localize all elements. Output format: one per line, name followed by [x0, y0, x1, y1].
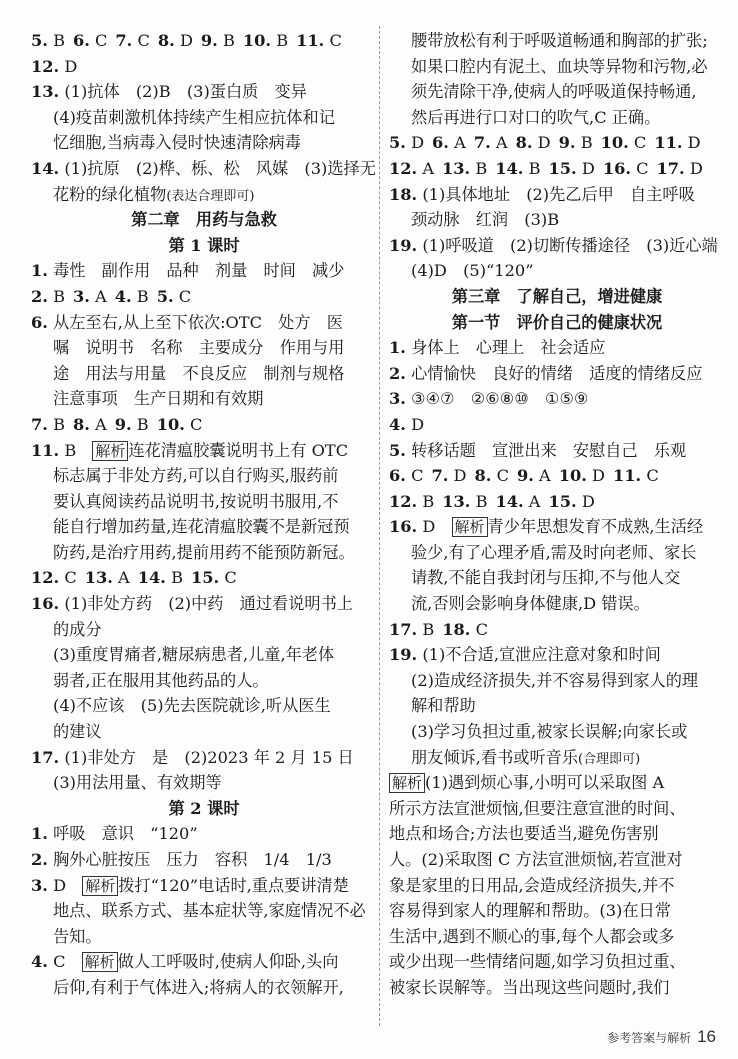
answer-text: (1)具体地址 (2)先乙后甲 自主呼吸: [422, 184, 695, 204]
analysis-text: 所示方法宣泄烦恼,但要注意宣泄的时间、: [389, 798, 686, 818]
continuation-line: [31, 668, 377, 694]
continuation-line: [31, 975, 377, 1001]
continuation-line: [31, 182, 377, 208]
section-heading: 第三章 了解自己，增进健康: [451, 286, 663, 306]
answer-text: 解和帮助: [411, 696, 476, 716]
question-number: 17.: [656, 158, 685, 178]
answer-text: 然后再进行口对口的吹气,C 正确。: [411, 107, 661, 127]
answer-text: (1)抗原 (2)桦、栎、松 风媒 (3)选择无: [64, 158, 376, 178]
question-number: 17.: [31, 747, 60, 767]
answer-line: [389, 642, 725, 668]
continuation-line: [31, 719, 377, 745]
question-number: 10.: [558, 466, 587, 486]
answer-value: D: [411, 133, 425, 153]
continuation-line: [31, 386, 377, 412]
answer-text: (1)不合适,宣泄应注意对象和时间: [422, 645, 661, 665]
analysis-text: 象是家里的日用品,会造成经济损失,并不: [389, 875, 675, 895]
question-number: 5.: [389, 440, 406, 460]
answer-row: [389, 617, 725, 643]
continuation-line: [389, 28, 725, 54]
continuation-line: [31, 335, 377, 361]
answer-line: [31, 156, 377, 182]
question-number: 8.: [157, 31, 175, 50]
continuation-line: [389, 79, 725, 105]
analysis-text: 容易得到家人的理解和帮助。(3)在日常: [389, 901, 671, 921]
analysis-line: [389, 898, 725, 924]
analysis-text: 连花清瘟胶囊说明书上有 OTC: [128, 440, 349, 460]
question-number: 12.: [31, 56, 60, 76]
answer-value: D: [453, 466, 467, 486]
question-number: 13.: [84, 568, 113, 588]
question-number: 6.: [432, 133, 449, 153]
question-number: 13.: [442, 158, 471, 178]
answer-text: 心情愉快 良好的情绪 适度的情绪反应: [411, 363, 703, 383]
question-number: 1.: [31, 261, 48, 281]
answer-text: (1)抗体 (2)B (3)蛋白质 变异: [64, 82, 307, 102]
continuation-line: [31, 617, 377, 643]
question-number: 10.: [242, 31, 272, 50]
answer-text: 注意事项 生产日期和有效期: [53, 389, 264, 409]
answer-text: ③④⑦ ②⑥⑧⑩ ①⑤⑨: [411, 389, 589, 409]
answer-value: C: [475, 619, 488, 639]
question-number: 19.: [389, 645, 418, 665]
answer-value: D: [64, 56, 78, 76]
question-number: 2.: [31, 286, 48, 306]
answer-text: 须先清除干净,使病人的呼吸道保持畅通,: [411, 82, 697, 102]
answer-text: 转移话题 宣泄出来 安慰自己 乐观: [411, 440, 687, 460]
section-heading: 第 1 课时: [168, 235, 240, 255]
analysis-tag: 解析: [82, 952, 118, 972]
analysis-line: [389, 873, 725, 899]
answer-value: A: [528, 491, 541, 511]
continuation-line: [31, 130, 377, 156]
answer-value: B: [528, 158, 541, 178]
answer-value: C: [178, 286, 192, 306]
continuation-line: [389, 207, 725, 233]
continuation-line: [31, 105, 377, 131]
analysis-tag: 解析: [389, 773, 425, 793]
answer-line: [31, 821, 377, 847]
answer-line: [31, 438, 377, 464]
column-divider: [379, 26, 380, 1026]
answer-row: [31, 54, 377, 80]
answer-value: A: [95, 286, 107, 306]
continuation-line: [389, 54, 725, 80]
answer-value: C: [636, 158, 649, 178]
answer-value: C: [633, 133, 647, 153]
answer-value: D: [581, 158, 595, 178]
question-number: 11.: [31, 440, 60, 460]
page-footer: [607, 1027, 716, 1047]
analysis-line: [389, 924, 725, 950]
answer-value: D: [689, 158, 703, 178]
answer-text: 如果口腔内有泥土、血块等异物和污物,必: [411, 56, 708, 76]
question-number: 5.: [31, 31, 48, 50]
left-column: [31, 28, 377, 1001]
footer-label: 参考答案与解析: [607, 1031, 692, 1045]
question-number: 7.: [431, 466, 449, 486]
answer-value: A: [454, 133, 466, 153]
question-number: 19.: [389, 235, 418, 255]
continuation-line: [31, 540, 377, 566]
answer-text: 忆细胞,当病毒入侵时快速清除病毒: [53, 133, 301, 153]
question-number: 16.: [602, 158, 631, 178]
continuation-line: [389, 745, 725, 771]
continuation-line: [389, 719, 725, 745]
question-number: 9.: [516, 466, 534, 486]
answer-text: (1)非处方药 (2)中药 通过看说明书上: [64, 594, 353, 614]
answer-line: [31, 310, 377, 336]
answer-text: D: [411, 414, 425, 434]
question-number: 18.: [389, 184, 418, 204]
answer-text: B: [64, 440, 77, 460]
answer-text: 呼吸 意识 “120”: [53, 824, 198, 844]
continuation-line: [31, 642, 377, 668]
question-number: 9.: [200, 31, 218, 50]
answer-value: C: [64, 568, 77, 588]
analysis-text: 人。(2)采取图 C 方法宣泄烦恼,若宣泄对: [389, 850, 683, 869]
question-number: 7.: [31, 414, 48, 434]
analysis-line: [389, 949, 725, 975]
continuation-line: [31, 770, 377, 796]
question-number: 11.: [654, 133, 683, 153]
section-heading: 第 2 课时: [168, 798, 240, 818]
answer-text: 告知。: [53, 926, 102, 946]
analysis-text: 地点和场合;方法也要适当,避免伤害别: [389, 824, 659, 844]
answer-value: B: [475, 158, 488, 178]
answer-line: [31, 745, 377, 771]
continuation-line: [31, 489, 377, 515]
answer-value: C: [95, 31, 108, 50]
analysis-text: 生活中,遇到不顺心的事,每个人都会或多: [389, 926, 675, 946]
answer-line: [31, 847, 377, 873]
question-number: 6.: [389, 466, 406, 486]
question-number: 4.: [389, 414, 406, 434]
answer-text: 身体上 心理上 社会适应: [411, 338, 606, 358]
answer-text: 标志属于非处方药,可以自行购买,服药前: [53, 466, 339, 486]
answer-value: C: [137, 31, 150, 50]
answer-row: [31, 284, 377, 310]
answer-value: B: [53, 31, 65, 50]
answer-value: A: [539, 466, 551, 486]
answer-text: D: [53, 875, 67, 895]
question-number: 8.: [515, 133, 533, 153]
answer-value: B: [53, 286, 65, 306]
question-number: 3.: [389, 389, 406, 409]
analysis-line: [389, 821, 725, 847]
question-number: 9.: [114, 414, 132, 434]
answer-text: 颈动脉 红润 (3)B: [411, 210, 560, 230]
answer-value: D: [179, 31, 193, 50]
continuation-line: [31, 693, 377, 719]
answer-row: [31, 412, 377, 438]
question-number: 17.: [389, 619, 418, 639]
question-number: 15.: [548, 491, 577, 511]
answer-value: C: [224, 568, 237, 588]
answer-value: B: [136, 286, 149, 306]
answer-row: [31, 565, 377, 591]
question-number: 5.: [156, 286, 174, 306]
question-number: 3.: [72, 286, 90, 306]
answer-value: A: [118, 568, 130, 588]
answer-value: B: [475, 491, 488, 511]
answer-row: [389, 130, 725, 156]
continuation-line: [389, 540, 725, 566]
question-number: 14.: [31, 158, 60, 178]
question-number: 12.: [31, 568, 60, 588]
analysis-text: 被家长误解等。当出现这些问题时,我们: [389, 977, 670, 997]
continuation-line: [389, 565, 725, 591]
answer-text: 腰带放松有利于呼吸道畅通和胸部的扩张;: [411, 31, 708, 50]
answer-text: (4)不应该 (5)先去医院就诊,听从医生: [53, 696, 331, 716]
answer-value: C: [646, 466, 659, 486]
question-number: 8.: [474, 466, 492, 486]
question-number: 14.: [495, 491, 524, 511]
question-number: 16.: [31, 594, 60, 614]
answer-text: C: [53, 952, 66, 972]
question-number: 11.: [613, 466, 642, 486]
analysis-text: 或少出现一些情绪问题,如学习负担过重、: [389, 952, 686, 972]
analysis-line: [389, 847, 725, 873]
question-number: 2.: [31, 850, 48, 869]
question-number: 14.: [495, 158, 524, 178]
question-number: 10.: [600, 133, 629, 153]
continuation-line: [31, 898, 377, 924]
answer-value: D: [592, 466, 606, 486]
answer-value: B: [136, 414, 149, 434]
answer-text: (3)重度胃痛者,糖尿病患者,儿童,年老体: [53, 645, 335, 665]
answer-text: 防药,是治疗用药,提前用药不能预防新冠。: [53, 542, 355, 562]
answer-text: 要认真阅读药品说明书,按说明书服用,不: [53, 491, 339, 511]
analysis-tag: 解析: [82, 876, 118, 896]
analysis-tag: 解析: [92, 441, 128, 461]
answer-note: (合理即可): [578, 751, 641, 767]
answer-text: (3)用法用量、有效期等: [53, 773, 222, 793]
question-number: 15.: [190, 568, 220, 588]
page-number: 16: [697, 1027, 716, 1046]
analysis-text: 做人工呼吸时,使病人仰卧,头向: [117, 952, 339, 972]
answer-row: [389, 489, 725, 515]
answer-text: 嘱 说明书 名称 主要成分 作用与用: [53, 338, 345, 358]
answer-value: D: [581, 491, 595, 511]
section-heading: 第二章 用药与急救: [131, 210, 277, 230]
answer-text: 弱者,正在服用其他药品的人。: [53, 670, 269, 690]
continuation-line: [389, 591, 725, 617]
question-number: 5.: [389, 133, 406, 153]
answer-line: [31, 591, 377, 617]
question-number: 6.: [72, 31, 90, 50]
answer-line: [31, 873, 377, 899]
question-number: 13.: [442, 491, 471, 511]
answer-row: [31, 28, 377, 54]
answer-text: (2)造成经济损失,并不容易得到家人的理: [411, 670, 699, 690]
question-number: 1.: [31, 824, 48, 844]
question-number: 10.: [156, 414, 185, 434]
answer-text: 从左至右,从上至下依次:OTC 处方 医: [53, 312, 343, 332]
answer-row: [389, 463, 725, 489]
answer-value: B: [422, 619, 435, 639]
answer-value: D: [687, 133, 701, 153]
question-number: 7.: [473, 133, 491, 153]
answer-line: [31, 258, 377, 284]
question-number: 6.: [31, 312, 48, 332]
answer-value: B: [276, 31, 289, 50]
answer-text: (4)D (5)“120”: [411, 261, 534, 281]
answer-row: [389, 156, 725, 182]
answer-line: [31, 949, 377, 975]
answer-line: [389, 361, 725, 387]
question-number: 4.: [31, 952, 48, 972]
answer-text: 验少,有了心理矛盾,需及时向老师、家长: [411, 542, 697, 562]
answer-value: C: [411, 466, 424, 486]
answer-value: B: [222, 31, 235, 50]
answer-text: (3)学习负担过重,被家长误解;向家长或: [411, 722, 688, 742]
question-number: 18.: [442, 619, 471, 639]
answer-value: A: [95, 414, 107, 434]
answer-line: [389, 514, 725, 540]
analysis-tag: 解析: [452, 517, 488, 537]
answer-line: [389, 233, 725, 259]
continuation-line: [389, 105, 725, 131]
question-number: 12.: [389, 158, 418, 178]
question-number: 11.: [296, 31, 325, 50]
answer-text: 胸外心脏按压 压力 容积 1/4 1/3: [53, 850, 332, 869]
question-number: 9.: [558, 133, 576, 153]
answer-text: D: [422, 517, 436, 537]
continuation-line: [389, 693, 725, 719]
continuation-line: [31, 924, 377, 950]
answer-text: 毒性 副作用 品种 剂量 时间 减少: [53, 261, 345, 281]
answer-value: A: [422, 158, 435, 178]
analysis-text: 拨打“120”电话时,重点要讲清楚: [118, 875, 349, 895]
question-number: 8.: [72, 414, 90, 434]
answer-text: 的建议: [53, 722, 102, 742]
analysis-line: [389, 975, 725, 1001]
question-number: 2.: [389, 363, 406, 383]
answer-value: A: [495, 133, 508, 153]
answer-line: [389, 182, 725, 208]
right-column: [389, 28, 725, 1001]
analysis-line: [389, 796, 725, 822]
answer-value: C: [496, 466, 509, 486]
answer-text: 朋友倾诉,看书或听音乐: [411, 747, 579, 767]
question-number: 3.: [31, 875, 48, 895]
answer-value: C: [329, 31, 342, 50]
answer-text: 后仰,有利于气体进入;将病人的衣领解开,: [53, 977, 344, 997]
answer-text: 地点、联系方式、基本症状等,家庭情况不必: [53, 901, 366, 921]
continuation-line: [31, 463, 377, 489]
analysis-text: (1)遇到烦心事,小明可以采取图 A: [425, 773, 665, 793]
answer-value: B: [53, 414, 65, 434]
question-number: 7.: [115, 31, 133, 50]
answer-value: B: [580, 133, 593, 153]
answer-value: D: [537, 133, 551, 153]
continuation-line: [31, 514, 377, 540]
question-number: 15.: [548, 158, 577, 178]
answer-text: (4)疫苗刺激机体持续产生相应抗体和记: [53, 107, 335, 127]
answer-line: [31, 79, 377, 105]
answer-value: B: [171, 568, 183, 588]
question-number: 13.: [31, 82, 60, 102]
answer-line: [389, 438, 725, 464]
analysis-line: [389, 770, 725, 796]
answer-text: 请教,不能自我封闭与压抑,不与他人交: [411, 568, 681, 588]
question-number: 14.: [137, 568, 166, 588]
answer-text: 的成分: [53, 619, 102, 639]
answer-value: C: [190, 414, 203, 434]
answer-text: (1)非处方 是 (2)2023 年 2 月 15 日: [64, 747, 354, 767]
question-number: 12.: [389, 491, 418, 511]
continuation-line: [31, 361, 377, 387]
answer-text: 能自行增加药量,连花清瘟胶囊不是新冠预: [53, 517, 350, 537]
answer-note: (表达合理即可): [166, 188, 255, 204]
answer-value: B: [422, 491, 435, 511]
analysis-text: 青少年思想发育不成熟,生活经: [487, 517, 704, 537]
section-heading: 第一节 评价自己的健康状况: [451, 312, 663, 332]
continuation-line: [389, 668, 725, 694]
question-number: 1.: [389, 338, 406, 358]
question-number: 4.: [114, 286, 132, 306]
answer-line: [389, 386, 725, 412]
answer-text: (1)呼吸道 (2)切断传播途径 (3)近心端: [422, 235, 718, 255]
answer-text: 花粉的绿化植物: [53, 184, 167, 204]
answer-line: [389, 412, 725, 438]
continuation-line: [389, 258, 725, 284]
answer-line: [389, 335, 725, 361]
question-number: 16.: [389, 517, 418, 537]
answer-text: 流,否则会影响身体健康,D 错误。: [411, 594, 650, 614]
answer-text: 途 用法与用量 不良反应 制剂与规格: [53, 363, 345, 383]
